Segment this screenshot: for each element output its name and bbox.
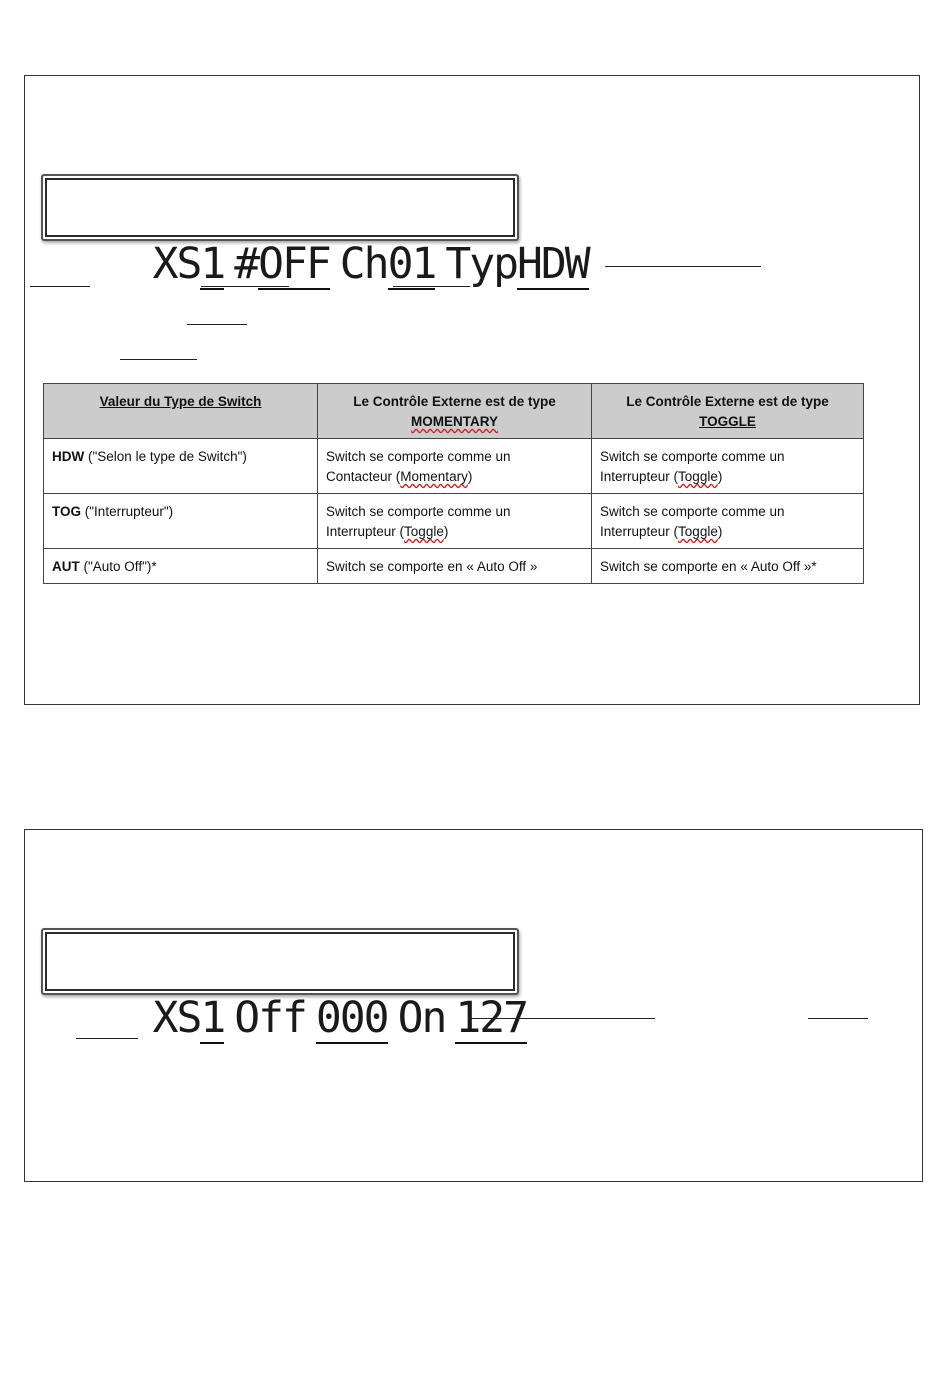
text-underline-fragment	[605, 266, 761, 267]
text-underline-fragment	[76, 1038, 138, 1039]
text-underline-fragment	[120, 359, 197, 360]
lcd-label-xs: XS	[152, 993, 201, 1043]
lcd-type-value: HDW	[517, 239, 589, 289]
switch-type-table	[43, 383, 864, 584]
lcd-label-ch: Ch	[339, 239, 388, 289]
lcd-hash: #	[234, 239, 259, 289]
table-header-row	[44, 384, 864, 439]
table-cell-momentary: Switch se comporte en « Auto Off »	[318, 549, 592, 584]
lcd-display-switch-values	[41, 928, 528, 1043]
text-underline-fragment	[808, 1018, 868, 1019]
table-cell-momentary: Switch se comporte comme un Interrupteur (Toggle)	[318, 494, 592, 549]
table-cell-toggle: Switch se comporte comme un Interrupteur (Toggle)	[592, 494, 864, 549]
table-row	[44, 439, 864, 494]
lcd-label-xs: XS	[152, 239, 201, 289]
lcd-channel-value: 01	[387, 239, 436, 289]
lcd-label-on: On	[397, 993, 446, 1043]
table-row	[44, 494, 864, 549]
text-underline-fragment	[30, 286, 90, 287]
table-cell-type: TOG ("Interrupteur")	[44, 494, 318, 549]
lcd-off-value: 000	[315, 993, 388, 1043]
table-header-momentary: Le Contrôle Externe est de type MOMENTARY	[318, 384, 592, 439]
text-underline-fragment	[201, 286, 289, 287]
table-row	[44, 549, 864, 584]
lcd-on-value: 127	[455, 993, 528, 1043]
table-cell-type: HDW ("Selon le type de Switch")	[44, 439, 318, 494]
table-cell-toggle: Switch se comporte en « Auto Off »*	[592, 549, 864, 584]
text-underline-fragment	[187, 324, 247, 325]
table-cell-toggle: Switch se comporte comme un Interrupteur (Toggle)	[592, 439, 864, 494]
table-cell-momentary: Switch se comporte comme un Contacteur (Momentary)	[318, 439, 592, 494]
lcd-display-switch-type	[41, 174, 589, 289]
table-header-toggle: Le Contrôle Externe est de type TOGGLE	[592, 384, 864, 439]
lcd-label-typ: Typ	[445, 239, 518, 289]
lcd-program-value: OFF	[258, 239, 330, 289]
text-underline-fragment	[469, 1018, 655, 1019]
lcd-label-off: Off	[234, 993, 306, 1043]
lcd-switch-number: 1	[200, 993, 225, 1043]
lcd-switch-number: 1	[200, 239, 225, 289]
table-header-type: Valeur du Type de Switch	[44, 384, 318, 439]
text-underline-fragment	[393, 286, 470, 287]
table-cell-type: AUT ("Auto Off")*	[44, 549, 318, 584]
